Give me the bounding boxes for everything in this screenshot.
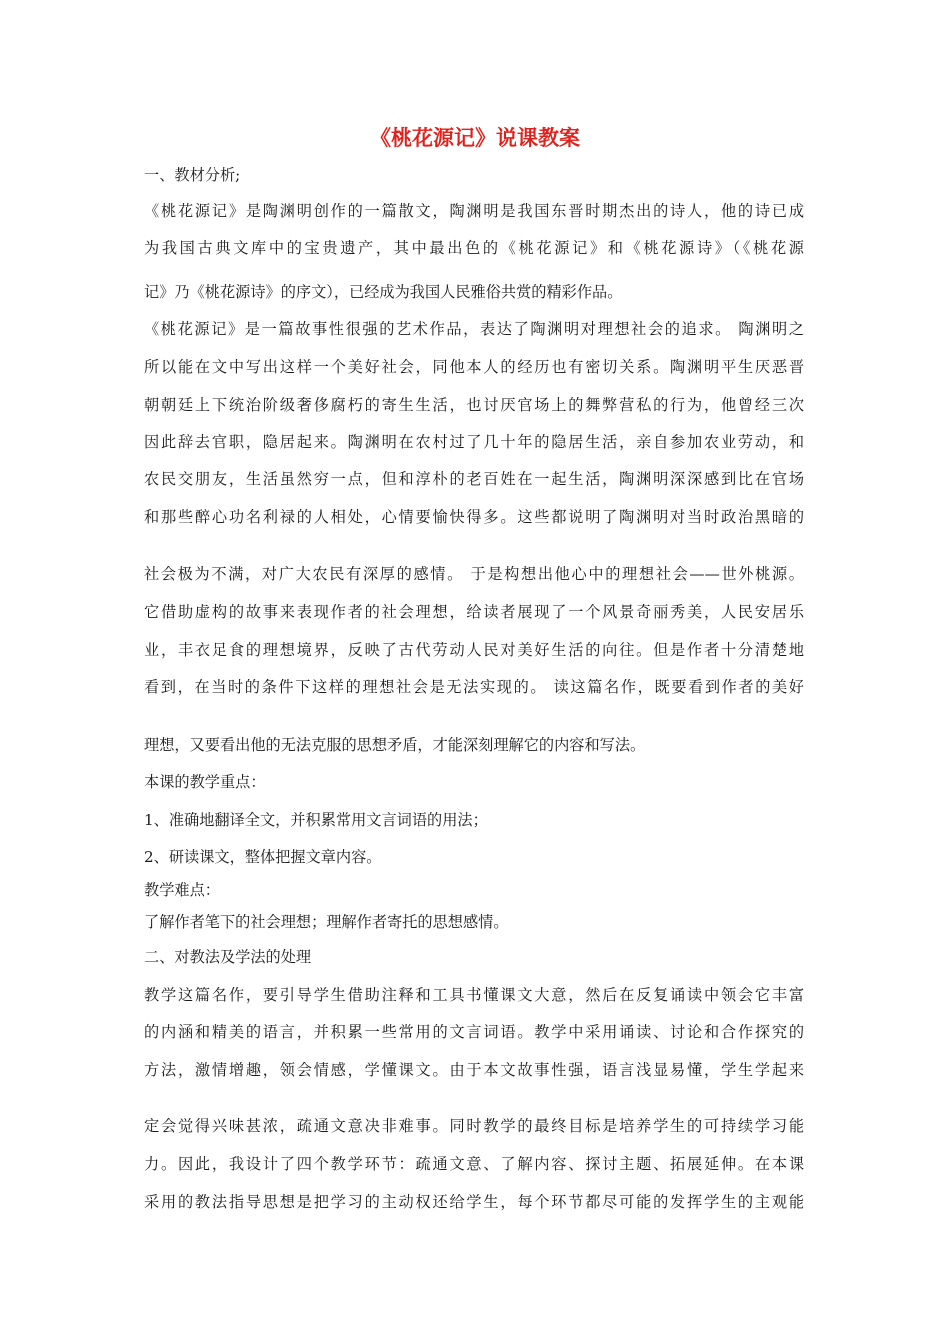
text-line: 教学难点： [144,881,220,899]
text-line: 为我国古典文库中的宝贵遗产，其中最出色的《桃花源记》和《桃花源诗》（《桃花源 [144,239,804,257]
text-line: 社会极为不满，对广大农民有深厚的感情。 于是构想出他心中的理想社会——世外桃源。 [144,565,804,583]
text-line: 记》乃《桃花源诗》的序文），已经成为我国人民雅俗共赏的精彩作品。 [144,283,623,301]
text-line: 理想，又要看出他的无法克服的思想矛盾，才能深刻理解它的内容和写法。 [144,736,646,754]
document-title: 《桃花源记》说课教案 [370,126,580,150]
text-line: 本课的教学重点： [144,773,266,791]
text-line: 业，丰衣足食的理想境界，反映了古代劳动人民对美好生活的向往。但是作者十分清楚地 [144,641,804,659]
text-line: 《桃花源记》是一篇故事性很强的艺术作品，表达了陶渊明对理想社会的追求。 陶渊明之 [144,320,804,338]
text-line: 采用的教法指导思想是把学习的主动权还给学生，每个环节都尽可能的发挥学生的主观能 [144,1193,804,1211]
text-line: 所以能在文中写出这样一个美好社会，同他本人的经历也有密切关系。陶渊明平生厌恶晋 [144,358,804,376]
text-line: 它借助虚构的故事来表现作者的社会理想，给读者展现了一个风景奇丽秀美，人民安居乐 [144,603,804,621]
text-line: 一、教材分析; [144,166,241,184]
text-line: 了解作者笔下的社会理想；理解作者寄托的思想感情。 [144,913,509,931]
text-line: 方法，激情增趣，领会情感，学懂课文。由于本文故事性强，语言浅显易懂，学生学起来 [144,1061,804,1079]
text-line: 和那些醉心功名利禄的人相处，心情要愉快得多。这些都说明了陶渊明对当时政治黑暗的 [144,508,804,526]
text-line: 农民交朋友，生活虽然穷一点，但和淳朴的老百姓在一起生活，陶渊明深深感到比在官场 [144,470,804,488]
text-line: 教学这篇名作，要引导学生借助注释和工具书懂课文大意，然后在反复诵读中领会它丰富 [144,986,804,1004]
text-line: 看到，在当时的条件下这样的理想社会是无法实现的。 读这篇名作，既要看到作者的美好 [144,678,804,696]
text-line: 力。因此，我设计了四个教学环节：疏通文意、了解内容、探讨主题、拓展延伸。在本课 [144,1155,804,1173]
text-line: 2、研读课文，整体把握文章内容。 [144,848,382,866]
text-line: 因此辞去官职，隐居起来。陶渊明在农村过了几十年的隐居生活，亲自参加农业劳动，和 [144,433,804,451]
text-line: 朝朝廷上下统治阶级奢侈腐朽的寄生生活，也讨厌官场上的舞弊营私的行为，他曾经三次 [144,396,804,414]
text-line: 定会觉得兴味甚浓，疏通文意决非难事。同时教学的最终目标是培养学生的可持续学习能 [144,1117,804,1135]
text-line: 二、对教法及学法的处理 [144,948,312,966]
text-line: 《桃花源记》是陶渊明创作的一篇散文，陶渊明是我国东晋时期杰出的诗人，他的诗已成 [144,202,804,220]
text-line: 的内涵和精美的语言，并积累一些常用的文言词语。教学中采用诵读、讨论和合作探究的 [144,1023,804,1041]
text-line: 1、准确地翻译全文，并积累常用文言词语的用法； [144,811,488,829]
